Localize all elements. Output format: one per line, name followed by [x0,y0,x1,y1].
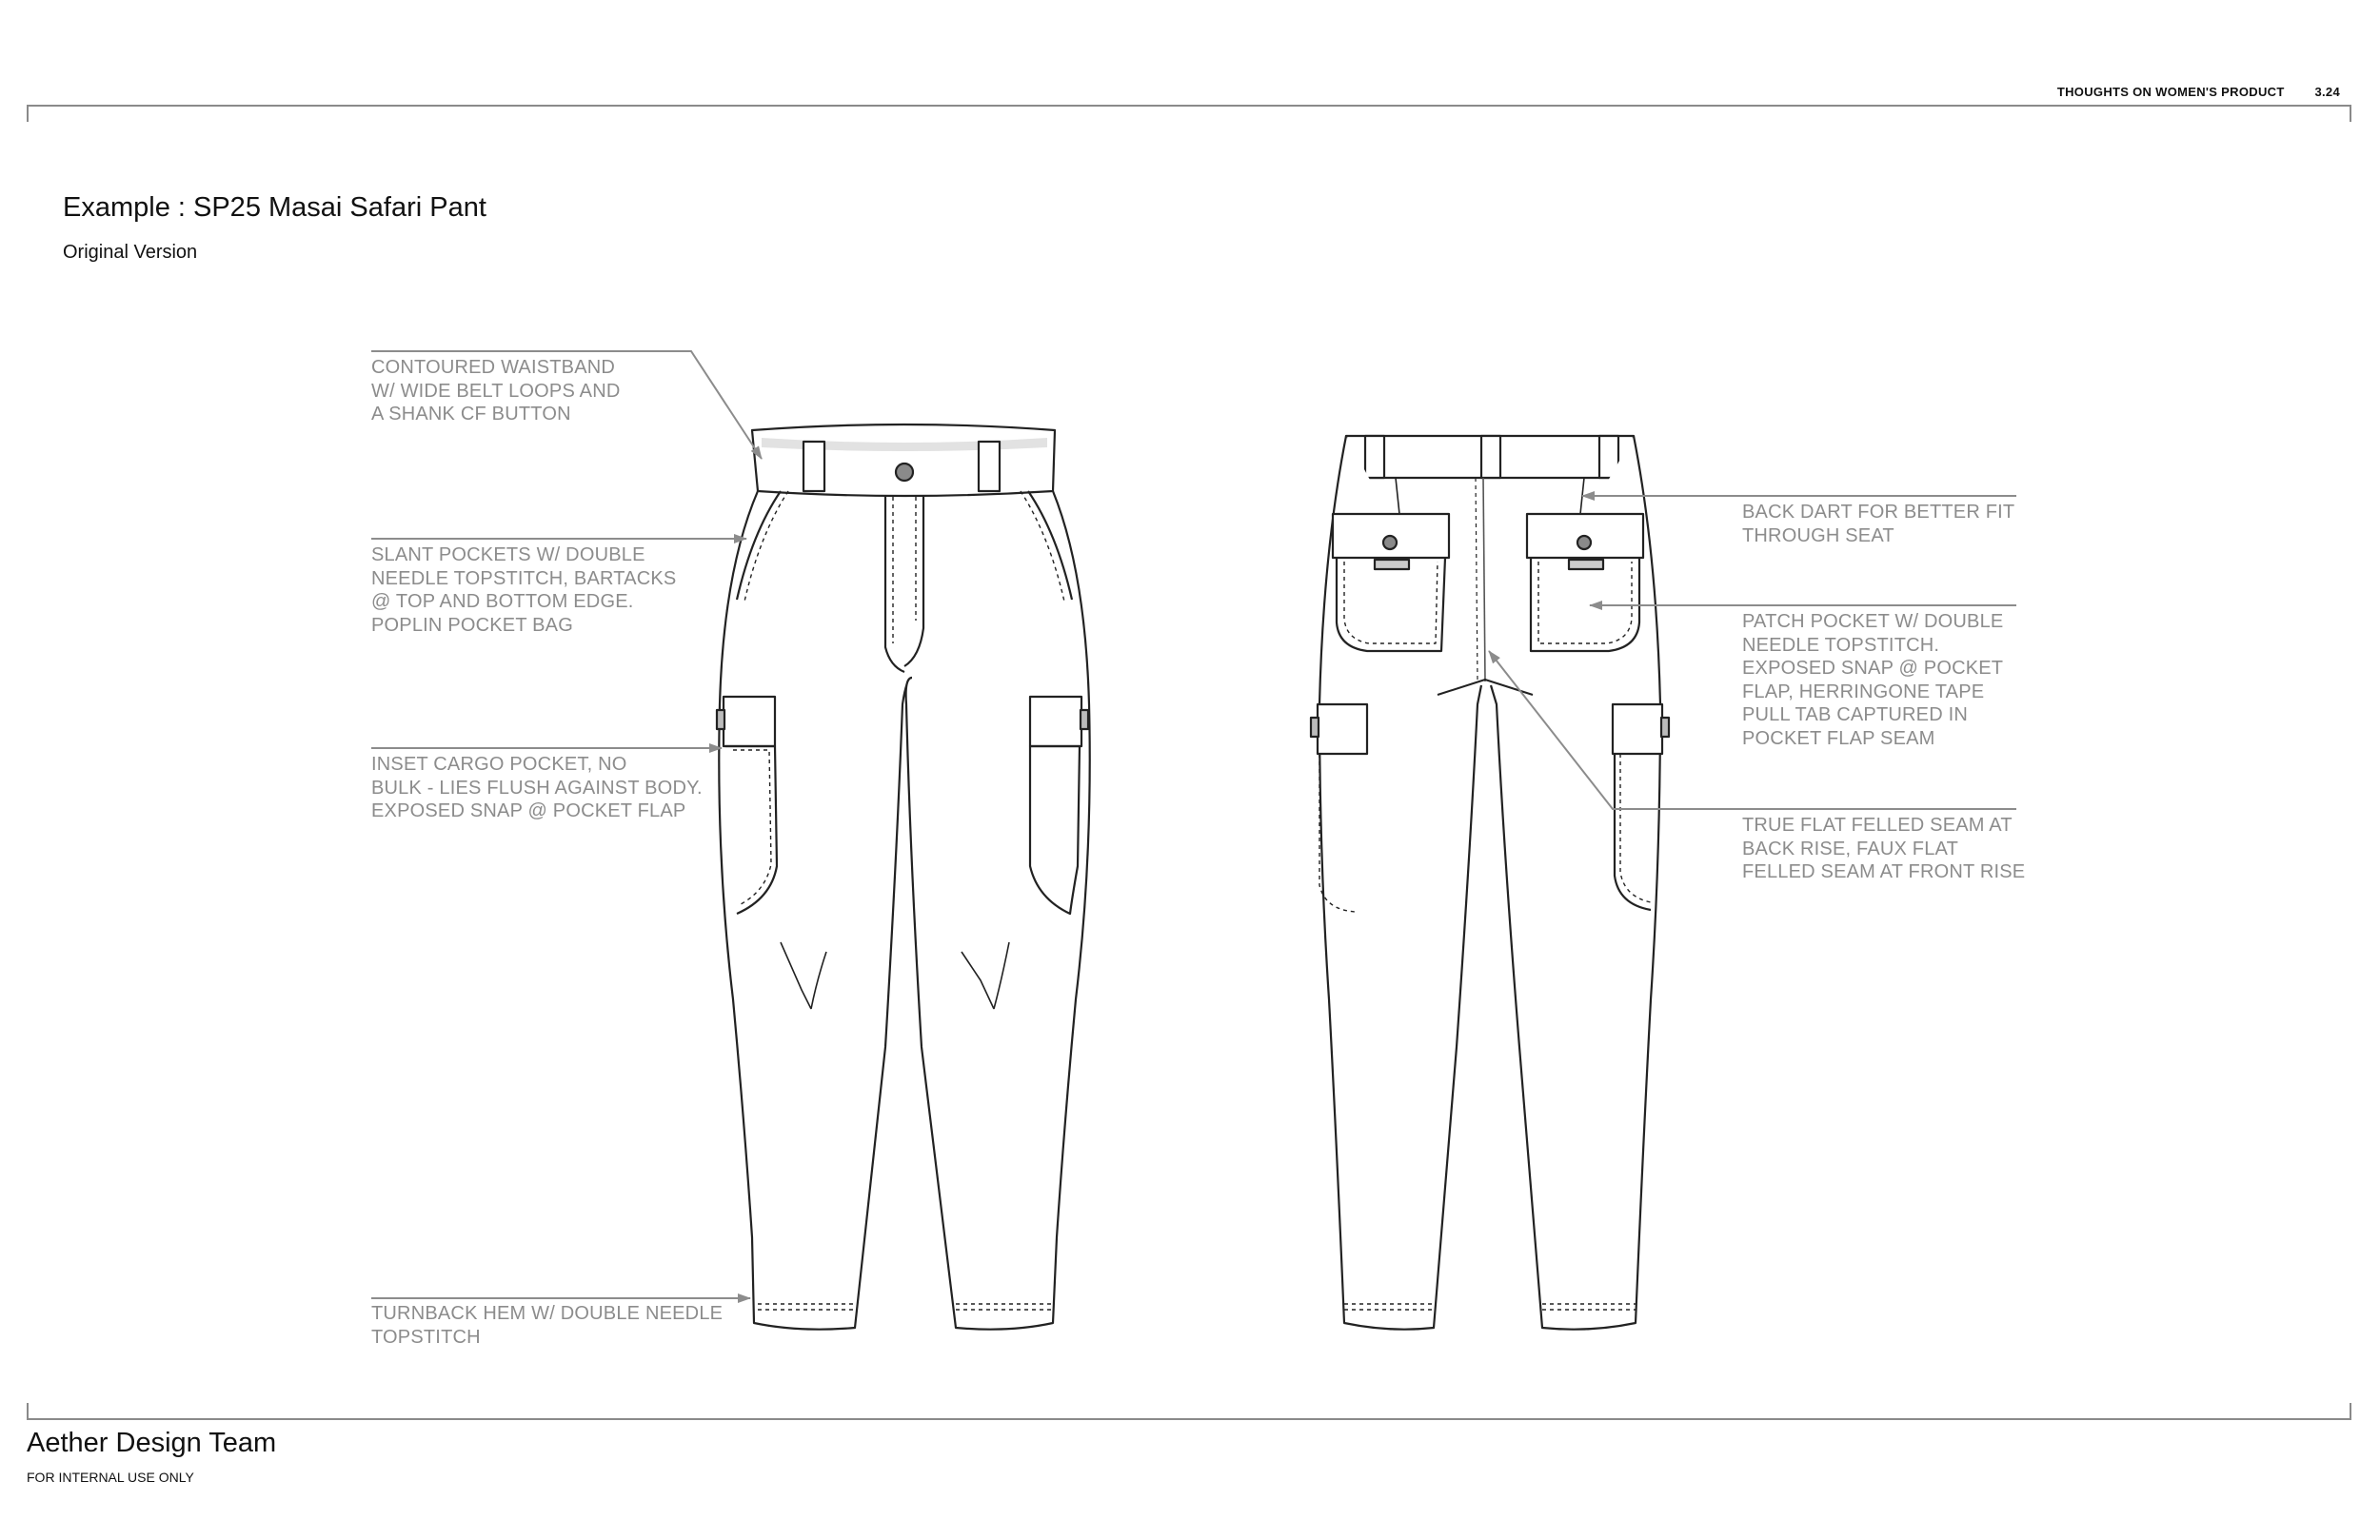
front-cargo-flap [724,697,775,746]
front-cargo-flap [1030,697,1081,746]
callout-back-dart: BACK DART FOR BETTER FIT THROUGH SEAT [1742,502,2015,546]
callout-cargo-pocket: INSET CARGO POCKET, NO BULK - LIES FLUSH AGAINST BODY. EXPOSED SNAP @ POCKET FLAP [371,754,703,821]
page-title: Example : SP25 Masai Safari Pant [63,192,486,223]
back-belt-loop [1365,436,1384,478]
footer-team: Aether Design Team [27,1428,277,1458]
page-subtitle: Original Version [63,242,198,263]
front-cargo-snap [717,710,724,729]
page-number: 3.24 [2314,85,2340,99]
front-shank-button [896,464,913,481]
front-belt-loop [979,442,1000,491]
footer-note: FOR INTERNAL USE ONLY [27,1470,194,1485]
back-cargo-flap [1318,704,1367,754]
front-left-leg-outline [719,491,912,1330]
callout-felled-seam: TRUE FLAT FELLED SEAM AT BACK RISE, FAUX FLAT FELLED SEAM AT FRONT RISE [1742,815,2026,882]
front-fly [885,495,923,672]
callout-patch-pocket: PATCH POCKET W/ DOUBLE NEEDLE TOPSTITCH. EXPOSED SNAP @ POCKET FLAP, HERRINGONE TAPE PULL TAB CAPTURED IN POCKET FLAP SEAM [1742,611,2004,749]
section-label: THOUGHTS ON WOMEN'S PRODUCT [2056,85,2285,99]
front-cargo-snap [1081,710,1088,729]
front-view-pant [717,424,1090,1330]
back-cargo-snap [1311,718,1319,737]
back-pull-tab [1569,560,1603,569]
callout-hem: TURNBACK HEM W/ DOUBLE NEEDLE TOPSTITCH [371,1303,724,1348]
back-view-pant [1311,436,1669,1330]
back-cargo-flap [1613,704,1662,754]
back-center-seam [1476,478,1478,681]
back-pocket-snap [1383,536,1397,549]
back-cargo-snap [1661,718,1669,737]
front-belt-loop [803,442,824,491]
back-belt-loop [1481,436,1500,478]
front-fly-topstitch [893,497,916,643]
back-dart [1396,478,1584,514]
back-pocket-snap [1577,536,1591,549]
front-waistband [752,424,1055,496]
callout-slant-pockets: SLANT POCKETS W/ DOUBLE NEEDLE TOPSTITCH, BARTACKS @ TOP AND BOTTOM EDGE. POPLIN POCKET BAG [371,544,677,636]
back-pull-tab [1375,560,1409,569]
back-center-seam [1483,478,1485,681]
callout-waistband: CONTOURED WAISTBAND W/ WIDE BELT LOOPS AND A SHANK CF BUTTON [371,357,621,424]
leader-waistband [371,351,762,459]
leader-lines [371,351,2016,1298]
